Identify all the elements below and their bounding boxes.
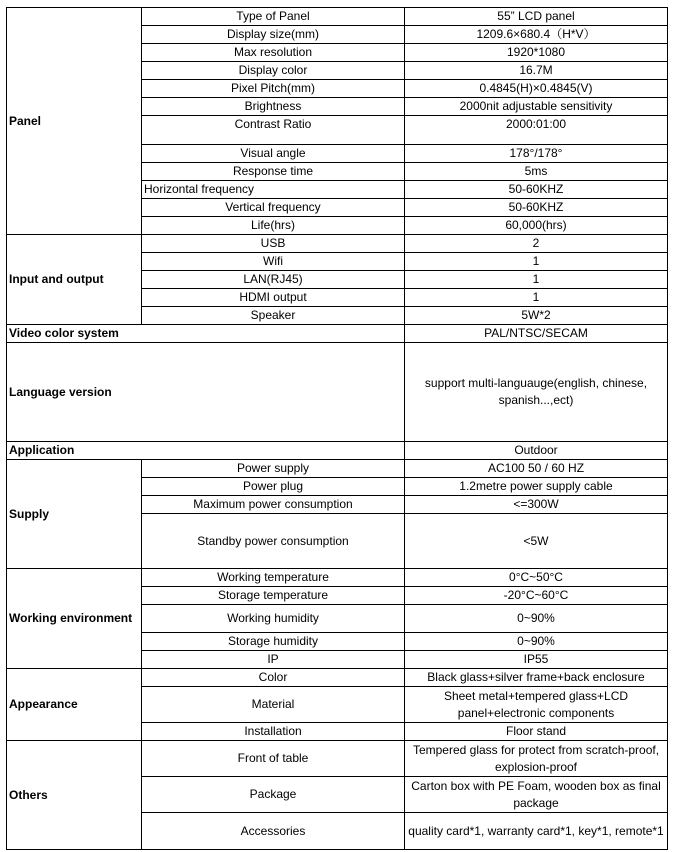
param-cell: Working humidity [142,605,405,633]
value-cell: 1 [405,289,668,307]
table-row [7,460,668,478]
value-cell: 2000:01:00 [405,116,668,145]
table-row [7,325,668,343]
value-cell: Floor stand [405,723,668,741]
param-cell: Standby power consumption [142,514,405,569]
value-cell: 0°C~50°C [405,569,668,587]
param-cell: Vertical frequency [142,199,405,217]
param-cell: Pixel Pitch(mm) [142,80,405,98]
value-cell: IP55 [405,651,668,669]
param-cell: Storage humidity [142,633,405,651]
param-cell: Installation [142,723,405,741]
param-cell: Front of table [142,741,405,777]
value-cell: AC100 50 / 60 HZ [405,460,668,478]
table-row [7,569,668,587]
value-cell: 2 [405,235,668,253]
param-cell: Color [142,669,405,687]
param-cell: Working temperature [142,569,405,587]
value-cell: Outdoor [405,442,668,460]
table-row [7,8,668,26]
value-cell: 55” LCD panel [405,8,668,26]
param-cell: Response time [142,163,405,181]
spec-table [6,7,668,850]
category-others: Others [7,741,142,850]
param-cell: IP [142,651,405,669]
value-cell: PAL/NTSC/SECAM [405,325,668,343]
value-cell: 1 [405,271,668,289]
value-cell: 2000nit adjustable sensitivity [405,98,668,116]
category-appearance: Appearance [7,669,142,741]
value-cell: 50-60KHZ [405,199,668,217]
category-input-output: Input and output [7,235,142,325]
value-cell: 1 [405,253,668,271]
category-video-color-system: Video color system [7,325,405,343]
value-cell: quality card*1, warranty card*1, key*1, remote*1 [405,813,668,850]
param-cell: LAN(RJ45) [142,271,405,289]
category-application: Application [7,442,405,460]
value-cell: <5W [405,514,668,569]
param-cell: Maximum power consumption [142,496,405,514]
param-cell: Max resolution [142,44,405,62]
category-working-environment: Working environment [7,569,142,669]
param-cell: Brightness [142,98,405,116]
category-panel: Panel [7,8,142,235]
param-cell: Display size(mm) [142,26,405,44]
param-cell: Package [142,777,405,813]
value-cell: <=300W [405,496,668,514]
param-cell: Speaker [142,307,405,325]
value-cell: 60,000(hrs) [405,217,668,235]
value-cell: 0.4845(H)×0.4845(V) [405,80,668,98]
param-cell: Wifi [142,253,405,271]
table-row [7,343,668,442]
param-cell: Display color [142,62,405,80]
value-cell: support multi-languauge(english, chinese, spanish...,ect) [405,343,668,442]
value-cell: -20°C~60°C [405,587,668,605]
value-cell: Carton box with PE Foam, wooden box as final package [405,777,668,813]
value-cell: 1209.6×680.4（H*V） [405,26,668,44]
value-cell: 1.2metre power supply cable [405,478,668,496]
param-cell: Life(hrs) [142,217,405,235]
param-cell: USB [142,235,405,253]
param-cell: Power plug [142,478,405,496]
category-supply: Supply [7,460,142,569]
param-cell: Power supply [142,460,405,478]
value-cell: 0~90% [405,633,668,651]
category-language-version: Language version [7,343,405,442]
value-cell: 0~90% [405,605,668,633]
value-cell: Tempered glass for protect from scratch-proof, explosion-proof [405,741,668,777]
value-cell: Black glass+silver frame+back enclosure [405,669,668,687]
table-row [7,235,668,253]
value-cell: Sheet metal+tempered glass+LCD panel+electronic components [405,687,668,723]
param-cell: Storage temperature [142,587,405,605]
param-cell: Contrast Ratio [142,116,405,145]
value-cell: 5W*2 [405,307,668,325]
param-cell: HDMI output [142,289,405,307]
value-cell: 50-60KHZ [405,181,668,199]
table-row [7,669,668,687]
value-cell: 1920*1080 [405,44,668,62]
value-cell: 5ms [405,163,668,181]
table-row [7,741,668,777]
param-cell: Horizontal frequency [142,181,405,199]
param-cell: Visual angle [142,145,405,163]
table-row [7,442,668,460]
value-cell: 178°/178° [405,145,668,163]
value-cell: 16.7M [405,62,668,80]
param-cell: Material [142,687,405,723]
param-cell: Type of Panel [142,8,405,26]
param-cell: Accessories [142,813,405,850]
